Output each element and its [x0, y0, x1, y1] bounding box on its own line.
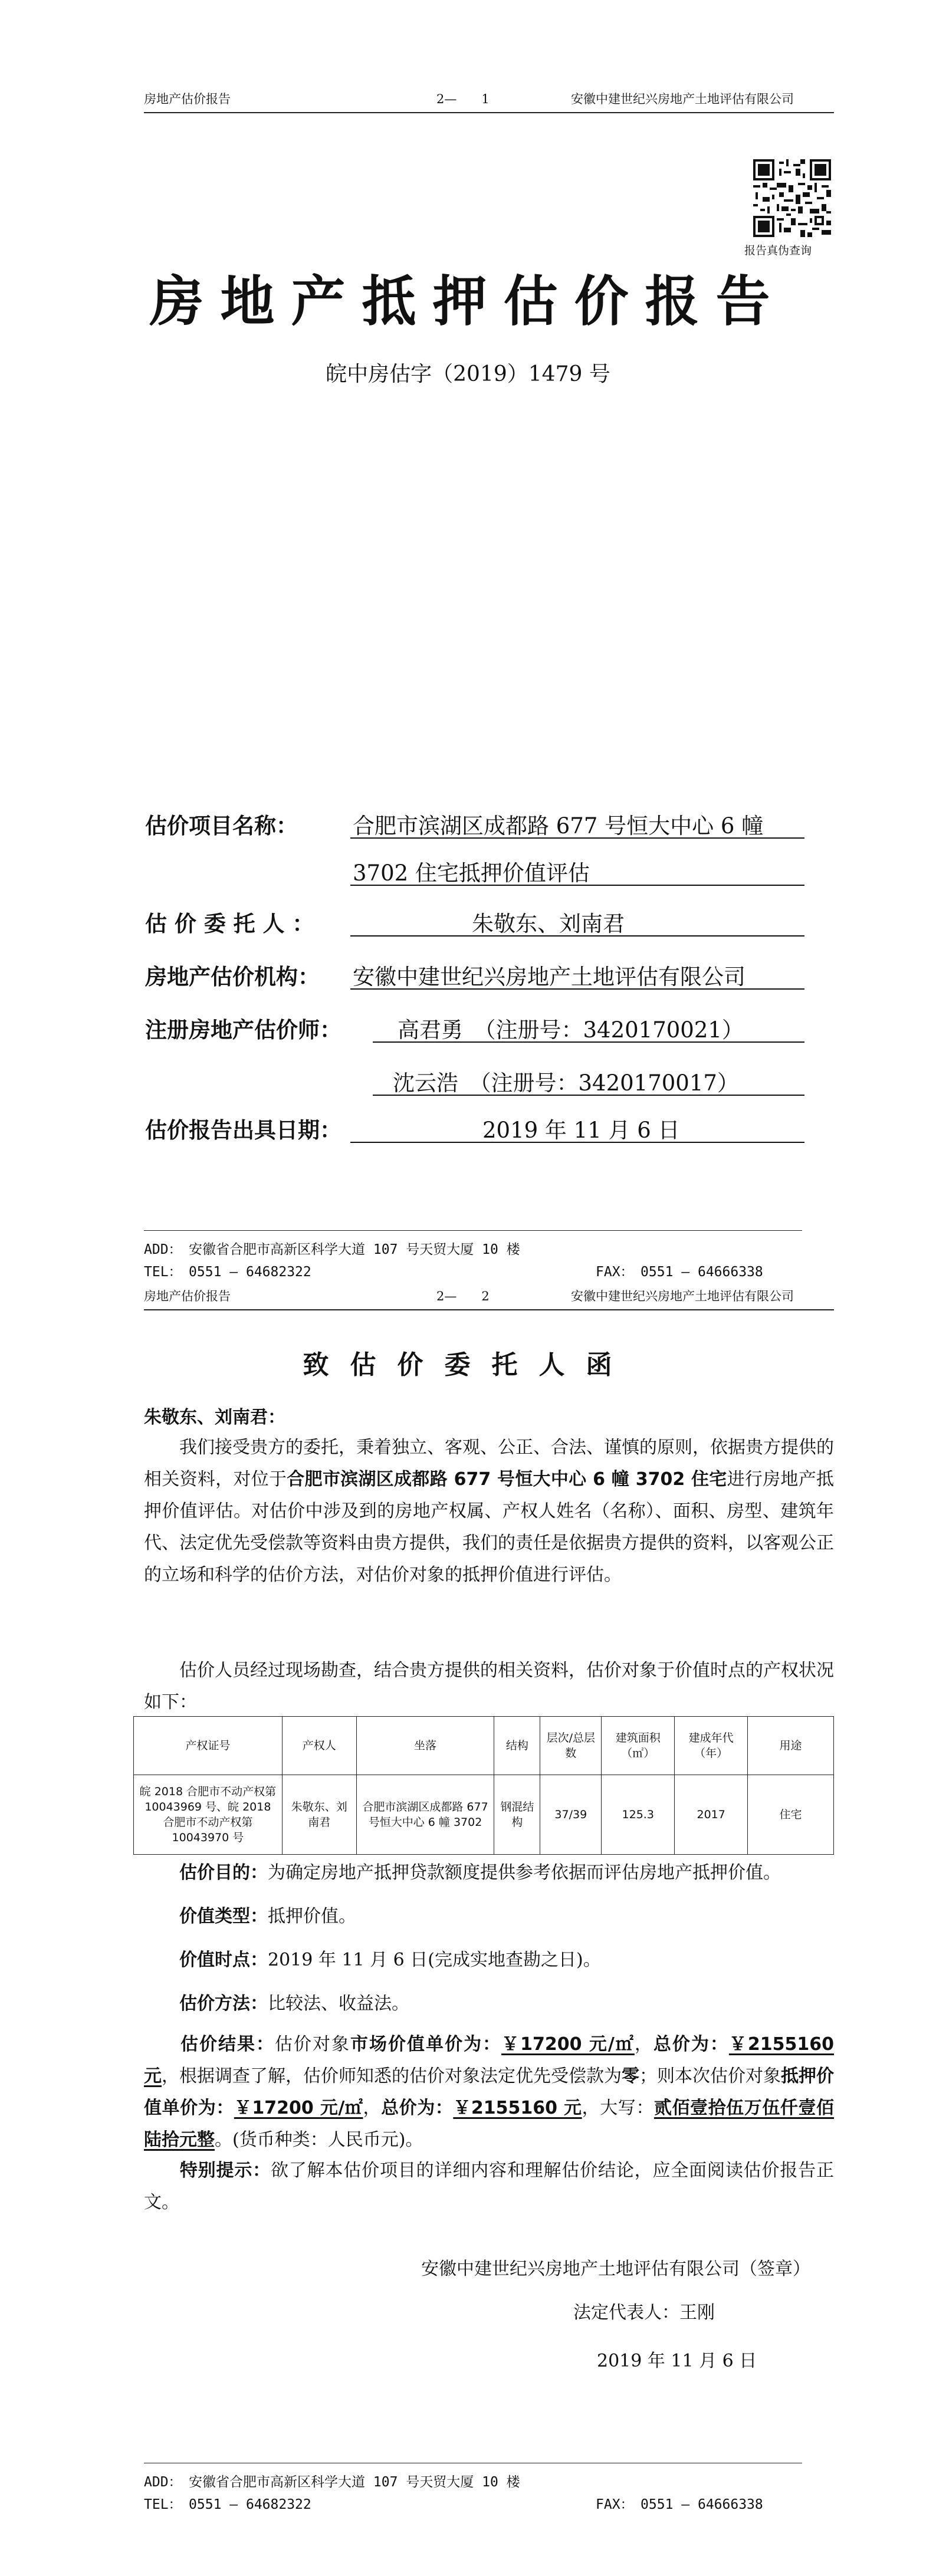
page-title: 房地产抵押估价报告 — [149, 270, 787, 333]
footer-address: ADD： 安徽省合肥市高新区科学大道 107 号天贸大厦 10 楼 — [144, 2475, 520, 2490]
footer-fax: FAX： 0551 — 64666338 — [596, 1264, 763, 1280]
project-underline-1 — [350, 837, 804, 839]
appraiser-1: 高君勇 （注册号：3420170021） — [398, 1017, 744, 1043]
header-page-number: 2— 2 — [436, 1289, 490, 1303]
client-label: 估 价 委 托 人 ： — [145, 911, 314, 937]
agency-value: 安徽中建世纪兴房地产土地评估有限公司 — [353, 964, 745, 990]
header-page-number: 2— 1 — [436, 92, 490, 106]
date-underline — [350, 1142, 804, 1143]
project-underline-2 — [350, 885, 804, 886]
signature-date: 2019 年 11 月 6 日 — [597, 2351, 757, 2371]
table-cell: 37/39 — [540, 1775, 602, 1855]
header-right: 安徽中建世纪兴房地产土地评估有限公司 — [571, 1289, 794, 1303]
table-header: 结构 — [494, 1717, 540, 1775]
salutation: 朱敬东、刘南君： — [144, 1407, 285, 1428]
table-cell: 朱敬东、刘南君 — [282, 1775, 356, 1855]
method-line: 估价方法：比较法、收益法。 — [179, 1993, 409, 2014]
table-header: 坐落 — [356, 1717, 494, 1775]
table-header: 产权证号 — [134, 1717, 283, 1775]
footer-fax: FAX： 0551 — 64666338 — [596, 2497, 763, 2512]
table-header-row — [134, 1717, 834, 1775]
footer-tel: TEL： 0551 — 64682322 — [144, 1264, 311, 1280]
project-value-line2: 3702 住宅抵押价值评估 — [353, 860, 590, 886]
letter-title: 致估价委托人函 — [303, 1350, 633, 1380]
appraiser-label: 注册房地产估价师： — [145, 1017, 341, 1043]
qr-code-icon — [753, 159, 831, 237]
table-cell: 合肥市滨湖区成都路 677 号恒大中心 6 幢 3702 — [356, 1775, 494, 1855]
table-cell: 钢混结构 — [494, 1775, 540, 1855]
table-header: 层次/总层数 — [540, 1717, 602, 1775]
header-rule — [144, 112, 834, 113]
header-rule — [144, 1309, 834, 1310]
legal-representative: 法定代表人：王刚 — [573, 2302, 715, 2323]
project-label: 估价项目名称： — [145, 813, 298, 839]
table-header: 产权人 — [282, 1717, 356, 1775]
value-type-line: 价值类型：抵押价值。 — [179, 1906, 356, 1927]
paragraph-1: 我们接受贵方的委托，秉着独立、客观、公正、合法、谨慎的原则，依据贵方提供的相关资料，对位于合肥市滨湖区成都路 677 号恒大中心 6 幢 3702 住宅进行房地产抵押价值评估。对估价中涉及到的房地产权属、产权人姓名（名称）、面积、房型、建筑年代、法定优先受偿款等资料由贵方提供，我们的责任是依据贵方提供的资料，以客观公正的立场和科学的估价方法，对估价对象的抵押价值进行评估。 — [144, 1437, 834, 1585]
appraiser-underline-1 — [373, 1041, 804, 1043]
purpose-line: 估价目的：为确定房地产抵押贷款额度提供参考依据而评估房地产抵押价值。 — [179, 1862, 781, 1883]
table-cell: 2017 — [675, 1775, 748, 1855]
table-header: 用途 — [748, 1717, 834, 1775]
appraiser-2: 沈云浩 （注册号：3420170017） — [393, 1070, 739, 1096]
doc-number: 皖中房估字（2019）1479 号 — [326, 362, 610, 386]
table-cell: 皖 2018 合肥市不动产权第 10043969 号、皖 2018 合肥市不动产权第 10043970 号 — [134, 1775, 283, 1855]
paragraph-2: 估价人员经过现场勘查，结合贵方提供的相关资料，估价对象于价值时点的产权状况如下： — [144, 1660, 834, 1713]
table-cell: 125.3 — [602, 1775, 675, 1855]
agency-underline — [350, 988, 804, 990]
header-right: 安徽中建世纪兴房地产土地评估有限公司 — [571, 92, 794, 106]
footer-rule — [144, 1230, 802, 1231]
table-header: 建成年代（年） — [675, 1717, 748, 1775]
table-header: 建筑面积（㎡） — [602, 1717, 675, 1775]
property-address: 合肥市滨湖区成都路 677 号恒大中心 6 幢 3702 住宅 — [287, 1469, 727, 1490]
header-left: 房地产估价报告 — [144, 92, 231, 106]
date-label: 估价报告出具日期： — [145, 1118, 341, 1143]
qr-label: 报告真伪查询 — [744, 244, 812, 257]
result-paragraph: 估价结果：估价对象市场价值单价为：￥17200 元/㎡，总价为：￥2155160 元，根据调查了解，估价师知悉的估价对象法定优先受偿款为零；则本次估价对象抵押价值单价为：￥17200 元/㎡，总价为：￥2155160 元，大写：贰佰壹拾伍万伍仟壹佰陆拾元整。(货币种类：人民币元)。 — [144, 2034, 835, 2150]
appraiser-underline-2 — [373, 1095, 804, 1096]
table-row — [134, 1775, 834, 1855]
value-date-line: 价值时点：2019 年 11 月 6 日(完成实地查勘之日)。 — [179, 1950, 601, 1970]
footer-address: ADD： 安徽省合肥市高新区科学大道 107 号天贸大厦 10 楼 — [144, 1242, 520, 1257]
property-rights-table — [133, 1716, 834, 1855]
signature-company: 安徽中建世纪兴房地产土地评估有限公司（签章） — [421, 2259, 810, 2279]
footer-tel: TEL： 0551 — 64682322 — [144, 2497, 311, 2512]
notice-paragraph: 特别提示：欲了解本估价项目的详细内容和理解估价结论，应全面阅读估价报告正文。 — [144, 2160, 834, 2213]
table-cell: 住宅 — [748, 1775, 834, 1855]
project-value-line1: 合肥市滨湖区成都路 677 号恒大中心 6 幢 — [353, 813, 764, 839]
client-underline — [350, 935, 804, 937]
client-value: 朱敬东、刘南君 — [472, 911, 625, 937]
header-left: 房地产估价报告 — [144, 1289, 231, 1303]
date-value: 2019 年 11 月 6 日 — [482, 1118, 680, 1143]
agency-label: 房地产估价机构： — [145, 964, 320, 990]
